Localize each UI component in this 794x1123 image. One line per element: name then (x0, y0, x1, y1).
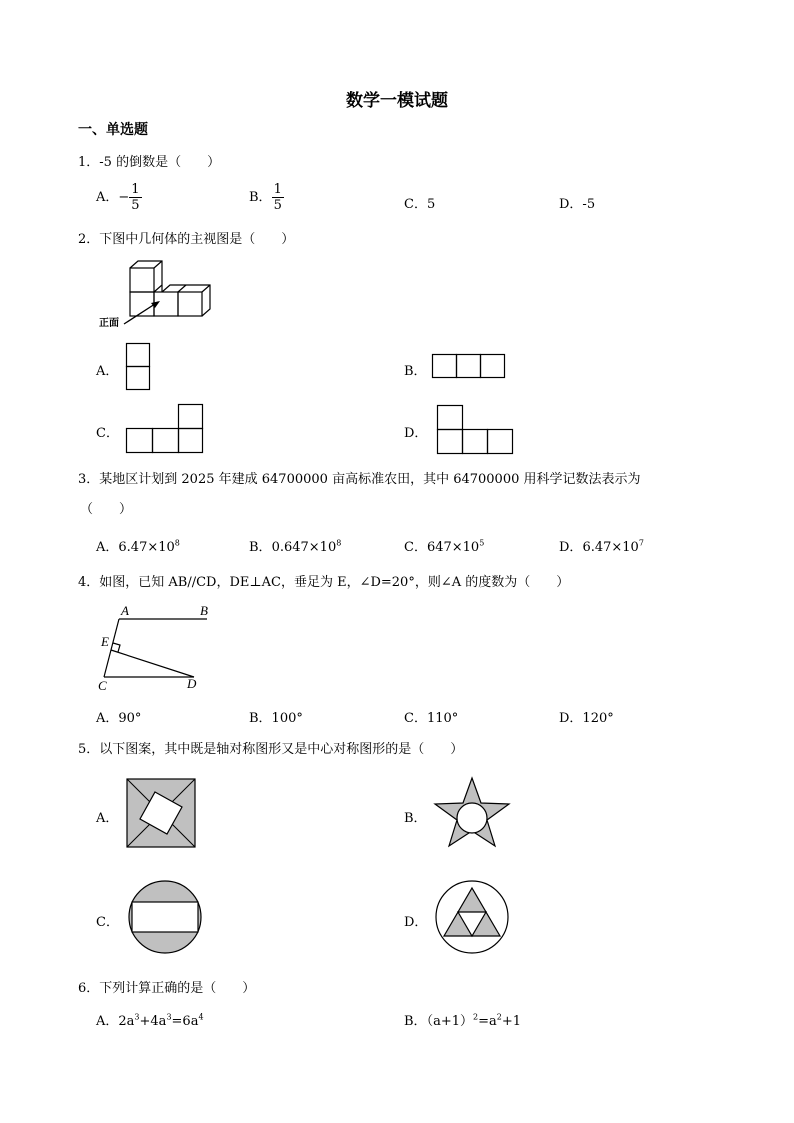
option-value: 6.47×10 (582, 540, 639, 555)
q3-option-d (559, 536, 644, 555)
expr-part: +4a (139, 1014, 167, 1029)
question-number: 6． (78, 981, 100, 996)
question-text: 以下图案，其中既是轴对称图形又是中心对称图形的是（ ） (99, 742, 464, 757)
question-6 (78, 977, 255, 996)
q2-option-b-figure (432, 354, 508, 380)
q2-option-d-figure (437, 405, 517, 457)
question-3 (78, 468, 641, 487)
q4-geometry-figure (94, 600, 219, 695)
expr-part: +1 (501, 1014, 521, 1029)
label-a: A (121, 603, 129, 618)
q5-option-d-label: D． (404, 915, 428, 930)
exponent: 2 (496, 1012, 502, 1022)
option-label: A． (96, 540, 119, 555)
question-4 (78, 571, 569, 590)
question-3-continuation: （ ） (80, 502, 133, 517)
fraction-denominator: 5 (131, 198, 140, 213)
q5-option-b-label: B． (404, 811, 427, 826)
q3-option-b (249, 536, 341, 555)
expr-part: =a (478, 1014, 497, 1029)
exponent: 3 (134, 1012, 140, 1022)
question-number: 2． (78, 232, 100, 247)
question-number: 1． (78, 155, 100, 170)
option-label: B． (249, 190, 272, 205)
q5-option-c-figure (126, 879, 206, 957)
q2-option-b-label: B． (404, 364, 427, 379)
question-text: 某地区计划到 2025 年建成 64700000 亩高标准农田，其中 64700000 用科学记数法表示为 (99, 472, 641, 487)
q3-option-c (404, 536, 484, 555)
label-d: D (187, 676, 197, 691)
option-value: 647×10 (426, 540, 480, 555)
q1-option-c: C．5 (404, 197, 436, 212)
expr-part: =6a (171, 1014, 199, 1029)
page-title: 数学一模试题 (346, 91, 448, 111)
label-b: B (200, 603, 208, 618)
exponent: 4 (198, 1012, 204, 1022)
expr-part: （a+1） (426, 1014, 473, 1029)
q2-option-c-label: C． (96, 426, 119, 441)
q4-option-c: C．110° (404, 711, 459, 726)
q4-option-a: A．90° (96, 711, 142, 726)
option-label: B． (404, 1014, 427, 1029)
question-5 (78, 738, 463, 757)
option-value: 0.647×10 (271, 540, 337, 555)
q4-option-b: B．100° (249, 711, 303, 726)
question-2 (78, 228, 294, 247)
exponent: 8 (336, 538, 342, 548)
q2-option-c-figure (126, 404, 206, 456)
question-number: 4． (78, 575, 100, 590)
question-text: 下列计算正确的是（ ） (99, 981, 256, 996)
question-number: 3． (78, 472, 100, 487)
exponent: 8 (174, 538, 180, 548)
q2-option-a-figure (126, 343, 152, 393)
option-label: A． (96, 1014, 119, 1029)
exponent: 5 (479, 538, 485, 548)
fraction-numerator: 1 (131, 182, 140, 197)
q6-option-a (96, 1010, 204, 1029)
q5-option-c-label: C． (96, 915, 119, 930)
option-value: 6.47×10 (118, 540, 175, 555)
question-number: 5． (78, 742, 100, 757)
q2-option-a-label: A． (96, 364, 119, 379)
option-label: A． (96, 190, 119, 205)
front-view-label: 正面 (99, 318, 119, 329)
question-1 (78, 151, 220, 170)
question-text: 如图，已知 AB//CD，DE⊥AC，垂足为 E，∠D=20°，则∠A 的度数为（ ） (99, 575, 570, 590)
label-e: E (101, 634, 109, 649)
q5-option-b-figure (433, 775, 513, 850)
exponent: 3 (166, 1012, 172, 1022)
q5-option-d-figure (434, 879, 514, 957)
exponent: 7 (638, 538, 644, 548)
fraction-denominator: 5 (273, 198, 282, 213)
q6-option-b (404, 1010, 521, 1029)
option-label: D． (559, 540, 583, 555)
q5-option-a-label: A． (96, 811, 119, 826)
q3-option-a (96, 536, 180, 555)
q5-option-a-figure (126, 778, 198, 850)
option-label: C． (404, 540, 427, 555)
question-text: 下图中几何体的主视图是（ ） (99, 232, 295, 247)
option-label: B． (249, 540, 272, 555)
section-heading: 一、单选题 (78, 122, 148, 138)
q4-option-d: D．120° (559, 711, 614, 726)
q2-option-d-label: D． (404, 426, 428, 441)
q1-option-a (96, 183, 142, 212)
q1-option-d: D．-5 (559, 197, 596, 212)
question-text: -5 的倒数是（ ） (99, 155, 221, 170)
label-c: C (98, 678, 107, 693)
minus-sign: − (118, 190, 130, 205)
expr-part: 2a (118, 1014, 135, 1029)
exponent: 2 (472, 1012, 479, 1022)
fraction-numerator: 1 (273, 182, 282, 197)
q1-option-b (249, 183, 284, 212)
